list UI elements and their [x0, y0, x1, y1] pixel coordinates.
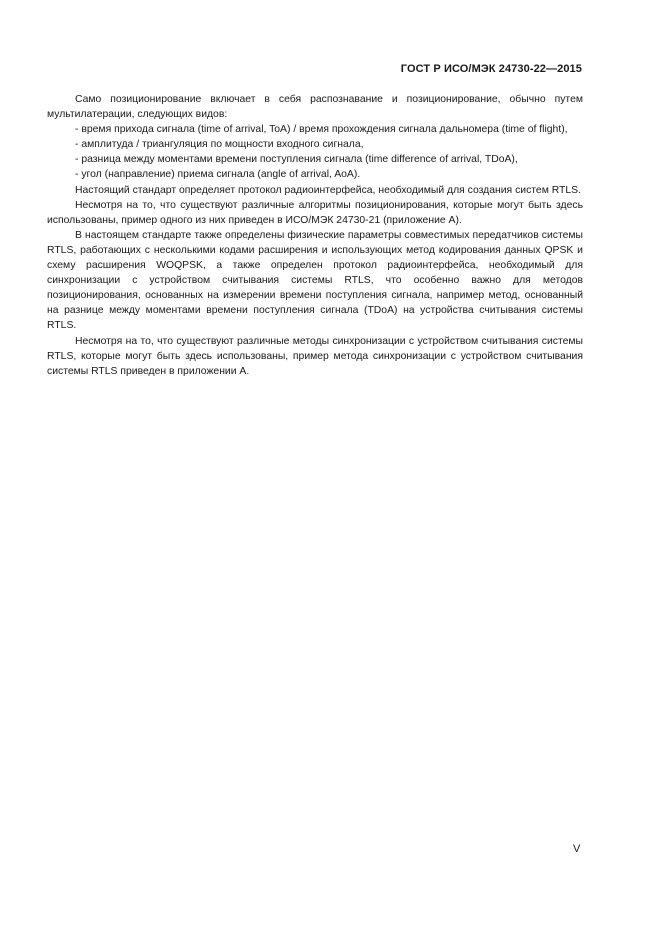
page-header-standard-title: ГОСТ Р ИСО/МЭК 24730-22—2015 [400, 63, 582, 75]
paragraph-protocol: Настоящий стандарт определяет протокол радиоинтерфейса, необходимый для создания систем RTLS. [75, 184, 581, 196]
body-text [47, 92, 583, 379]
list-item-toa: - время прихода сигнала (time of arrival, ToA) / время прохождения сигнала дальномера (time of flight), [75, 124, 568, 136]
list-item-amplitude: - амплитуда / триангуляция по мощности входного сигнала, [75, 139, 364, 151]
paragraph-algorithms: Несмотря на то, что существуют различные алгоритмы позиционирования, которые могут быть здесь использованы, пример одного из них приведен в ИСО/МЭК 24730-21 (приложение А). [47, 199, 583, 226]
paragraph-synchronization: Несмотря на то, что существуют различные методы синхронизации с устройством считывания системы RTLS, которые могут быть здесь использованы, пример метода синхронизации с устройством считывания системы RTLS приведен в приложении А. [47, 335, 583, 377]
list-item-aoa: - угол (направление) приема сигнала (angle of arrival, AoA). [75, 169, 361, 181]
paragraph-positioning-intro: Само позиционирование включает в себя распознавание и позиционирование, обычно путем мультилатерации, следующих видов: [47, 94, 583, 121]
paragraph-physical-parameters: В настоящем стандарте также определены физические параметры совместимых передатчиков системы RTLS, работающих с несколькими кодами расширения и использующих метод кодирования данных QPSK и схему расширения WOQPSK, а также определен протокол радиоинтерфейса, необходимый для синхронизации с устройством считывания системы RTLS, что особенно важно для методов позиционирования, основанных на измерении времени поступления сигнала, например метод, основанный на разнице между моментами времени поступления сигнала (TDoA) на устройства считывания системы RTLS. [47, 229, 583, 332]
page-number: V [573, 843, 581, 855]
list-item-tdoa: - разница между моментами времени поступления сигнала (time difference of arrival, TDoA), [75, 154, 518, 166]
